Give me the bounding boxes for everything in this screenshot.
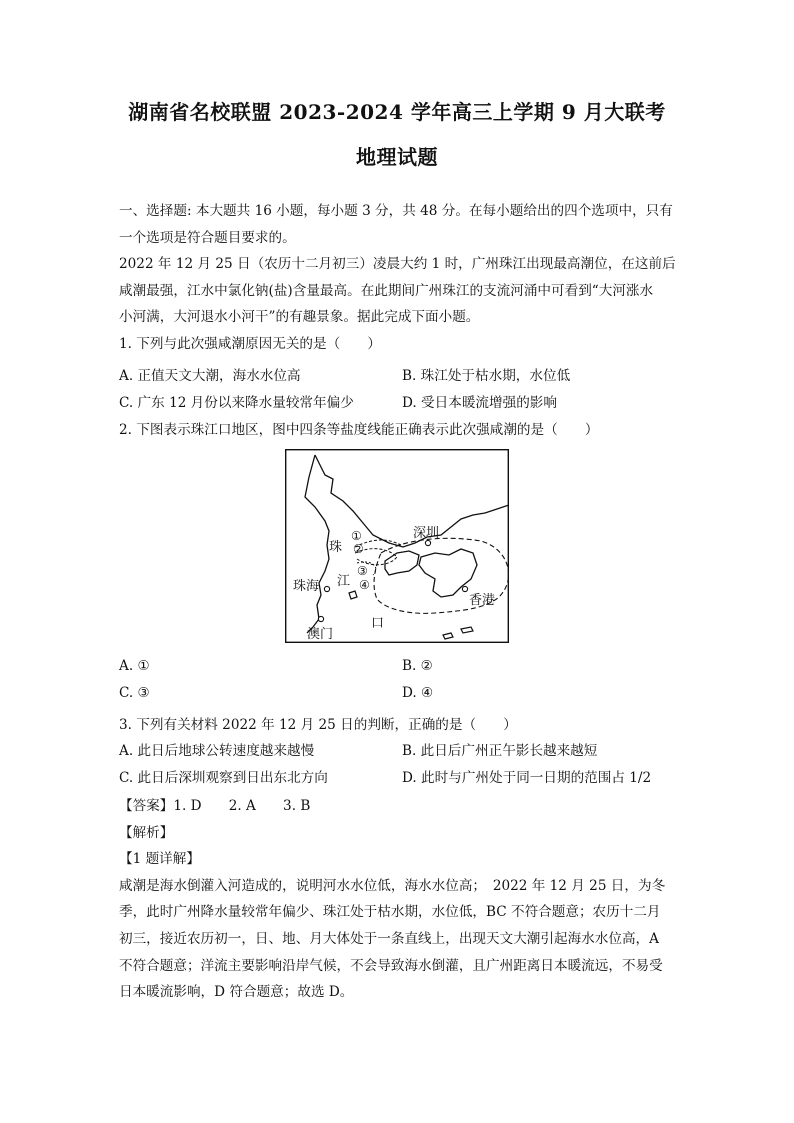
question-1-stem: 1. 下列与此次强咸潮原因无关的是（ ）: [119, 335, 381, 352]
detail-line: 不符合题意；洋流主要影响沿岸气候，不会导致海水倒灌，且广州距离日本暖流远，不易受: [119, 957, 663, 974]
option-b: B. ②: [402, 658, 433, 674]
label-line-4: ④: [359, 578, 370, 592]
macau-marker: [318, 616, 323, 621]
detail-line: 季，此时广州降水量较常年偏少、珠江处于枯水期，水位低，BC 不符合题意；农历十二月: [119, 904, 661, 921]
label-zhuhai: 珠海: [293, 579, 320, 594]
material-line: 小河满，大河退水小河干”的有趣景象。据此完成下面小题。: [119, 309, 480, 326]
option-c: C. ③: [119, 685, 150, 701]
zhuhai-marker: [324, 586, 329, 591]
hongkong-marker: [462, 586, 467, 591]
option-d: D. ④: [402, 685, 434, 701]
option-a: A. 此日后地球公转速度越来越慢: [119, 743, 315, 759]
detail-line: 咸潮是海水倒灌入河造成的，说明河水水位低，海水水位高； 2022 年 12 月 25 日，为冬: [119, 877, 666, 894]
question-3-options-row: [119, 739, 679, 766]
intro-line: 一、选择题: 本大题共 16 小题，每小题 3 分，共 48 分。在每小题给出的四个选项中，只有: [119, 203, 673, 219]
option-d: D. 受日本暖流增强的影响: [402, 395, 557, 411]
document-title: 湖南省名校联盟 2023-2024 学年高三上学期 9 月大联考: [128, 100, 666, 124]
label-line-1: ①: [351, 529, 362, 543]
question-2-stem: 2. 下图表示珠江口地区，图中四条等盐度线能正确表示此次强咸潮的是（ ）: [119, 422, 599, 438]
option-b: B. 此日后广州正午影长越来越短: [402, 743, 598, 759]
shenzhen-marker: [425, 540, 430, 545]
answer-line: 【答案】1. D 2. A 3. B: [119, 798, 311, 814]
answer-section: [119, 793, 679, 1006]
material-line: 咸潮最强，江水中氯化钠(盐)含量最高。在此期间广州珠江的支流河涌中可看到“大河涨水: [119, 282, 654, 299]
label-line-2: ②: [353, 542, 364, 556]
label-macau: 澳门: [307, 627, 334, 642]
question-2-options-row: [119, 685, 679, 712]
material-line: 2022 年 12 月 25 日（农历十二月初三）凌晨大约 1 时，广州珠江出现最高潮位，在这前后: [119, 256, 676, 273]
label-kou: 口: [371, 616, 385, 631]
question-3-stem: 3. 下列有关材料 2022 年 12 月 25 日的判断，正确的是（ ）: [119, 717, 517, 733]
document-subtitle: 地理试题: [356, 145, 438, 169]
label-shenzhen: 深圳: [413, 526, 440, 541]
intro-line: 一个选项是符合题目要求的。: [119, 229, 296, 246]
option-c: C. 广东 12 月份以来降水量较常年偏少: [119, 395, 354, 411]
label-hongkong: 香港: [469, 593, 496, 608]
option-a: A. ①: [119, 658, 150, 674]
section-intro: [119, 198, 679, 358]
label-line-3: ③: [357, 564, 368, 578]
question-3: [119, 712, 679, 739]
option-c: C. 此日后深圳观察到日出东北方向: [119, 770, 328, 786]
option-a: A. 正值天文大潮，海水水位高: [119, 368, 301, 384]
pearl-river-estuary-map: [285, 449, 509, 643]
label-zhu: 珠: [329, 540, 343, 555]
question-2-options-row: [119, 658, 679, 685]
label-jiang: 江: [337, 574, 351, 589]
detail-line: 初三，接近农历初一，日、地、月大体处于一条直线上，出现天文大潮引起海水水位高，A: [119, 930, 659, 947]
detail-line: 日本暖流影响，D 符合题意；故选 D。: [119, 984, 354, 1001]
question-1-options-row: [119, 364, 679, 391]
question-2: [119, 417, 679, 444]
option-b: B. 珠江处于枯水期，水位低: [402, 368, 571, 384]
question-1-options-row: [119, 391, 679, 418]
detail-label: 【1 题详解】: [119, 851, 200, 868]
question-3-options-row: [119, 766, 679, 793]
analysis-label: 【解析】: [119, 824, 174, 841]
option-d: D. 此时与广州处于同一日期的范围占 1/2: [402, 770, 652, 786]
